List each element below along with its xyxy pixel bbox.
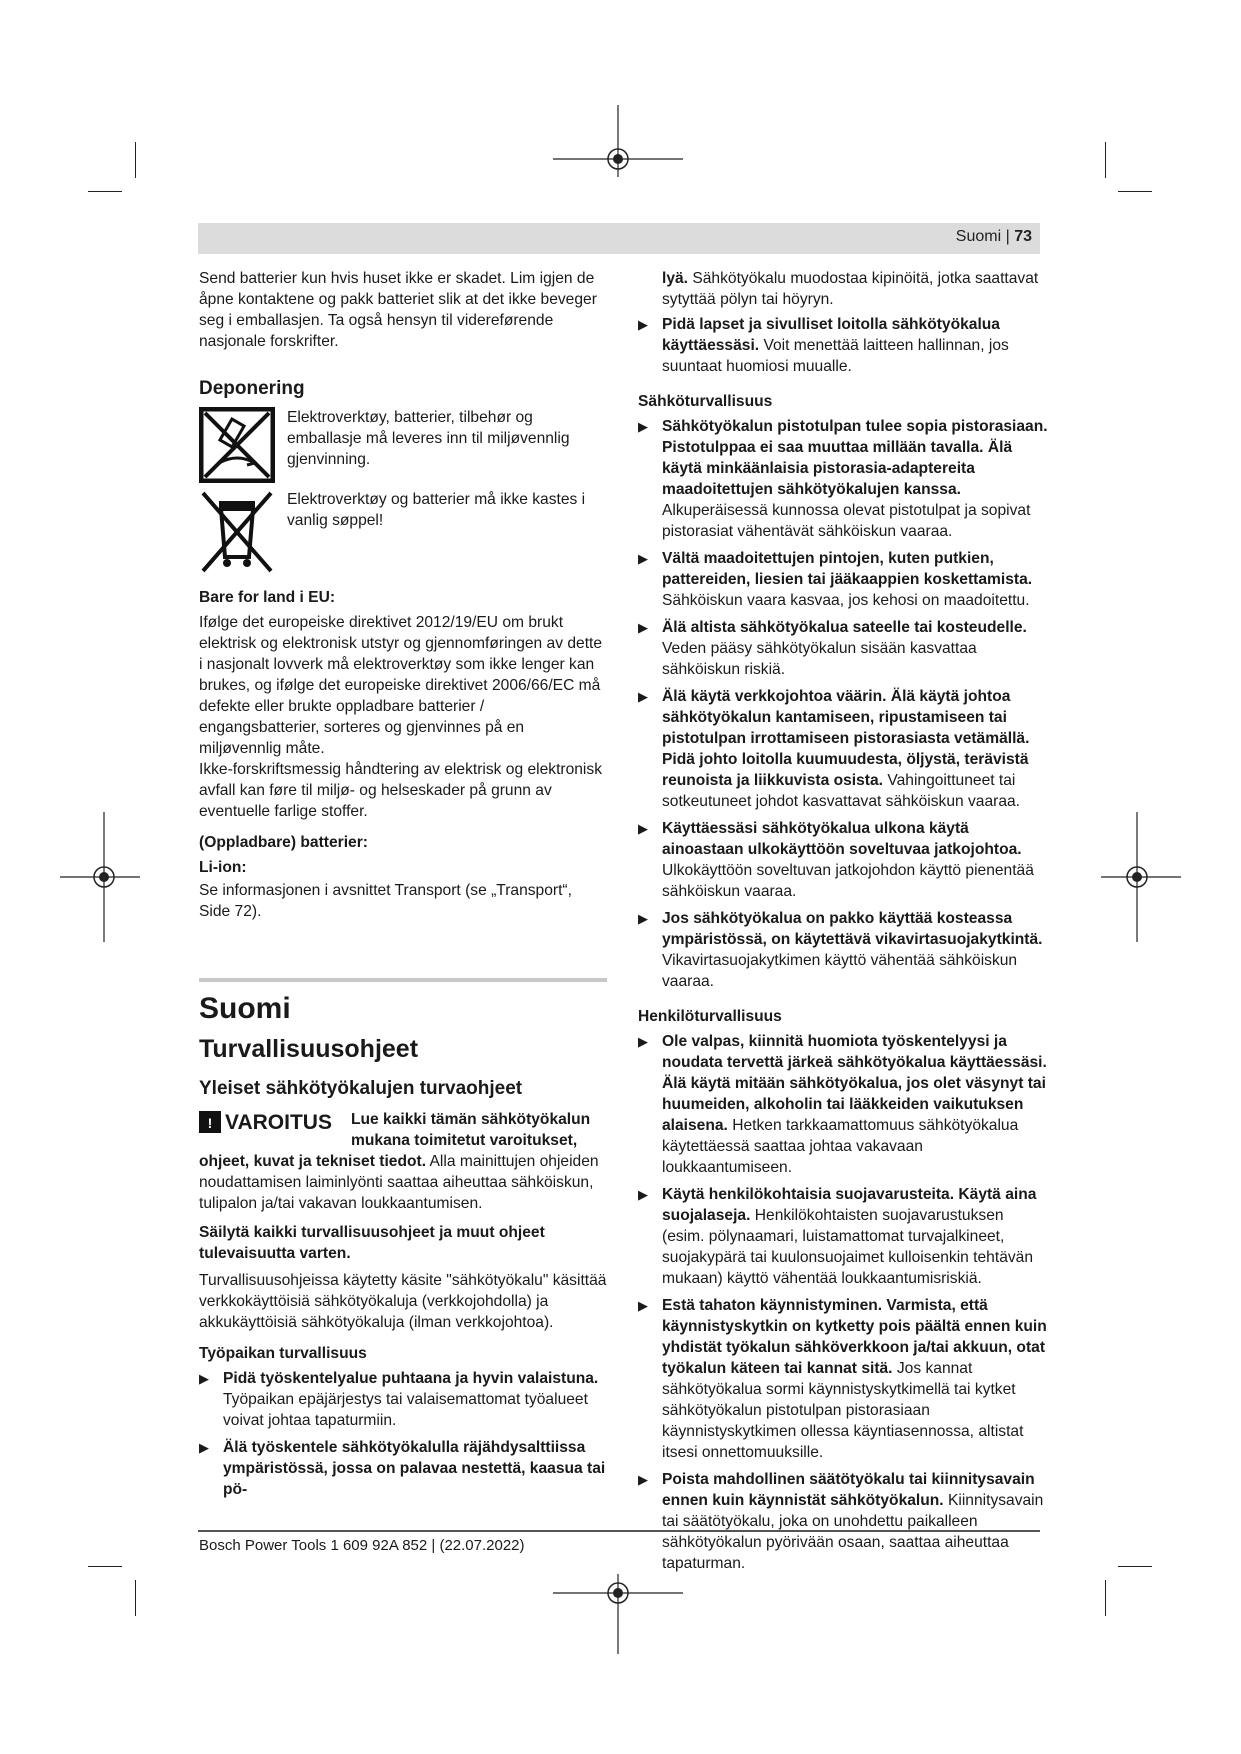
page-header <box>198 223 1040 254</box>
crop-mark <box>88 191 122 192</box>
triangle-right-icon: ▶ <box>199 1440 209 1455</box>
crop-mark <box>1105 142 1106 178</box>
triangle-right-icon: ▶ <box>199 1371 209 1386</box>
personal-heading: Henkilöturvallisuus <box>638 1008 782 1025</box>
list-item <box>638 1469 1048 1574</box>
warning-text: Alla mainittujen ohjeiden noudattamisen laiminlyönti saattaa aiheuttaa sähköiskun, tulipalon ja/tai vakavan loukkaantumisen. <box>199 1153 599 1212</box>
bullet-bold: Älä altista sähkötyökalua sateelle tai kosteudelle. <box>662 619 1027 636</box>
list-item <box>638 686 1048 812</box>
bullet-text: Voit menettää laitteen hallinnan, jos suuntaat huomiosi muualle. <box>662 337 1009 375</box>
disposal-recycle-row <box>199 407 607 483</box>
battery-heading: (Oppladbare) batterier: <box>199 834 368 851</box>
liion-paragraph: Se informasjonen i avsnittet Transport (se „Transport“, Side 72). <box>199 882 572 920</box>
eu-paragraph-2: Ikke-forskriftsmessig håndtering av elektrisk og elektronisk avfall kan føre til miljø- og helseskader på grunn av eventuelle farlige stoffer. <box>199 761 602 820</box>
triangle-right-icon: ▶ <box>638 1034 648 1049</box>
bullet-bold: Pidä työskentelyalue puhtaana ja hyvin valaistuna. <box>223 1370 599 1387</box>
electrical-heading: Sähköturvallisuus <box>638 393 773 410</box>
triangle-right-icon: ▶ <box>638 821 648 836</box>
list-item <box>638 548 1048 611</box>
header-label <box>956 228 1032 246</box>
list-item <box>199 1368 607 1431</box>
bullet-bold: Ole valpas, kiinnitä huomiota työskentelyysi ja noudata tervettä järkeä sähkötyökalua käyttäessäsi. Älä käytä mitään sähkötyökalua, jos olet väsynyt tai huumeiden, alkoholin tai lääkkeiden vaikutuksen alaisena. <box>662 1033 1047 1134</box>
disposal-bin-row <box>199 489 607 575</box>
right-column <box>638 268 1048 1580</box>
bullet-bold: Sähkötyökalun pistotulpan tulee sopia pistorasiaan. Pistotulppaa ei saa muuttaa millään tavalla. Älä käytä minkäänlaisia pistorasia-adaptereita maadoitettujen sähkötyökalujen kanssa. <box>662 418 1048 498</box>
bullet-bold: Jos sähkötyökalua on pakko käyttää kosteassa ympäristössä, on käytettävä vikavirtasuojakytkintä. <box>662 910 1043 948</box>
bullet-text: Vikavirtasuojakytkimen käyttö vähentää sähköiskun vaaraa. <box>662 952 1018 990</box>
disposal-recycle-text: Elektroverktøy, batterier, tilbehør og emballasje må leveres inn til miljøvennlig gjenvinning. <box>287 409 570 468</box>
language-heading: Suomi <box>199 992 291 1025</box>
warning-triangle-icon: ! <box>199 1111 221 1133</box>
list-item <box>199 1437 607 1500</box>
bullet-bold: Pidä lapset ja sivulliset loitolla sähkötyökalua käyttäessäsi. <box>662 316 1000 354</box>
list-item <box>638 268 1048 310</box>
crop-mark <box>135 142 136 178</box>
list-item <box>638 314 1048 377</box>
registration-mark-icon <box>1091 812 1181 942</box>
warning-label: VAROITUS <box>225 1110 332 1134</box>
triangle-right-icon: ▶ <box>638 620 648 635</box>
triangle-right-icon: ▶ <box>638 689 648 704</box>
list-item <box>638 908 1048 992</box>
triangle-right-icon: ▶ <box>638 317 648 332</box>
crop-mark <box>1118 191 1152 192</box>
warning-bold-text: Lue kaikki tämän sähkötyökalun mukana toimitetut varoitukset, ohjeet, kuvat ja tekniset tiedot. <box>199 1111 591 1170</box>
list-item <box>638 416 1048 542</box>
header-separator: | <box>1005 228 1010 245</box>
triangle-right-icon: ▶ <box>638 911 648 926</box>
triangle-right-icon: ▶ <box>638 551 648 566</box>
liion-heading: Li-ion: <box>199 859 247 876</box>
bullet-bold: Käytä henkilökohtaisia suojavarusteita. Käytä aina suojalaseja. <box>662 1186 1037 1224</box>
warning-block <box>199 1109 607 1214</box>
save-instructions: Säilytä kaikki turvallisuusohjeet ja muut ohjeet tulevaisuutta varten. <box>199 1224 545 1262</box>
intro-paragraph: Send batterier kun hvis huset ikke er skadet. Lim igjen de åpne kontaktene og pakk batteriet slik at det ikke beveger seg i emballasjen. Ta også hensyn til videreførende nasjonale forskrifter. <box>199 270 597 350</box>
bullet-bold: Älä työskentele sähkötyökalulla räjähdysalttiissa ympäristössä, jossa on palavaa nestettä, kaasua tai pö- <box>223 1439 606 1498</box>
registration-mark-icon <box>553 105 683 195</box>
disposal-bin-text: Elektroverktøy og batterier må ikke kastes i vanlig søppel! <box>287 491 586 529</box>
list-item <box>638 818 1048 902</box>
section-divider <box>199 978 607 982</box>
term-paragraph: Turvallisuusohjeissa käytetty käsite "sähkötyökalu" käsittää verkkokäyttöisiä sähkötyökaluja (verkkojohdolla) ja akkukäyttöisiä sähkötyökaluja (ilman verkkojohtoa). <box>199 1272 607 1331</box>
disposal-heading: Deponering <box>199 378 305 399</box>
bullet-text: Kiinnitysavain tai säätötyökalu, joka on unohdettu paikalleen sähkötyökalun pyörivään osaan, saattaa aiheuttaa tapaturman. <box>662 1492 1044 1572</box>
bullet-bold: lyä. <box>662 270 689 287</box>
warning-badge <box>199 1111 351 1133</box>
battery-recycle-icon <box>199 407 275 483</box>
triangle-right-icon: ▶ <box>638 419 648 434</box>
bullet-text: Henkilökohtaisten suojavarustuksen (esim. pölynaamari, luistamattomat turvajalkineet, suojakypärä tai kuulonsuojaimet kulloisenkin tehtävän mukaan) käyttö vähentää loukkaantumisriskiä. <box>662 1207 1034 1287</box>
bullet-text: Alkuperäisessä kunnossa olevat pistotulpat ja sopivat pistorasiat vähentävät sähköiskun vaaraa. <box>662 502 1031 540</box>
triangle-right-icon: ▶ <box>638 1298 648 1313</box>
bullet-text: Sähkötyökalu muodostaa kipinöitä, jotka saattavat sytyttää pölyn tai höyryn. <box>662 270 1039 308</box>
eu-heading: Bare for land i EU: <box>199 589 336 606</box>
eu-paragraph-1: Ifølge det europeiske direktivet 2012/19/EU om brukt elektrisk og elektronisk utstyr og gjennomføringen av dette i nasjonalt lovverk må elektroverktøy som ikke lenger kan brukes, og ifølge det europeiske direktivet 2006/66/EC må defekte eller brukte oppladbare batterier / engangsbatterier, sorteres og gjenvinnes på en miljøvennlig måte. <box>199 614 603 757</box>
general-safety-heading: Yleiset sähkötyökalujen turvaohjeet <box>199 1078 523 1099</box>
bullet-bold: Poista mahdollinen säätötyökalu tai kiinnitysavain ennen kuin käynnistät sähkötyökalun. <box>662 1471 1035 1509</box>
crop-mark <box>88 1566 122 1567</box>
bullet-text: Hetken tarkkaamattomuus sähkötyökalua käytettäessä saattaa johtaa vakavaan loukkaantumiseen. <box>662 1117 1019 1176</box>
bullet-text: Sähköiskun vaara kasvaa, jos kehosi on maadoitettu. <box>662 592 1030 609</box>
bullet-text: Vahingoittuneet tai sotkeutuneet johdot kasvattavat sähköiskun vaaraa. <box>662 772 1021 810</box>
bullet-text: Työpaikan epäjärjestys tai valaisemattomat työalueet voivat johtaa tapaturmiin. <box>223 1391 588 1429</box>
footer-divider <box>198 1530 1040 1532</box>
bullet-bold: Vältä maadoitettujen pintojen, kuten putkien, pattereiden, liesien tai jääkaappien koskettamista. <box>662 550 1033 588</box>
bullet-text: Jos kannat sähkötyökalua sormi käynnistyskytkimellä tai kytket sähkötyökalun pistotulpan pistorasiaan käynnistyskytkimen ollessa käyntiasennossa, altistat itsesi onnettomuuksille. <box>662 1360 1024 1461</box>
list-item <box>638 1295 1048 1463</box>
bullet-bold: Estä tahaton käynnistyminen. Varmista, että käynnistyskytkin on kytketty pois päältä ennen kuin yhdistät työkalun sähköverkkoon ja/tai akkuun, otat työkalun käteen tai kannat sitä. <box>662 1297 1047 1377</box>
triangle-right-icon: ▶ <box>638 1472 648 1487</box>
bullet-text: Veden pääsy sähkötyökalun sisään kasvattaa sähköiskun riskiä. <box>662 640 977 678</box>
footer-text: Bosch Power Tools 1 609 92A 852 | (22.07.2022) <box>199 1537 525 1554</box>
crossed-bin-icon <box>199 489 275 575</box>
header-language: Suomi <box>955 228 1002 245</box>
triangle-right-icon: ▶ <box>638 1187 648 1202</box>
bullet-bold: Älä käytä verkkojohtoa väärin. Älä käytä johtoa sähkötyökalun kantamiseen, ripustamiseen tai pistotulpan irrottamiseen pistorasiasta vetämällä. Pidä johto loitolla kuumuudesta, öljystä, terävistä reunoista ja liikkuvista osista. <box>662 688 1030 789</box>
bullet-text: Ulkokäyttöön soveltuvan jatkojohdon käyttö pienentää sähköiskun vaaraa. <box>662 862 1034 900</box>
list-item <box>638 1184 1048 1289</box>
list-item <box>638 617 1048 680</box>
safety-heading: Turvallisuusohjeet <box>199 1035 419 1063</box>
crop-mark <box>135 1580 136 1616</box>
registration-mark-icon <box>60 812 150 942</box>
left-column <box>199 268 607 1506</box>
crop-mark <box>1105 1580 1106 1616</box>
bullet-bold: Käyttäessäsi sähkötyökalua ulkona käytä ainoastaan ulkokäyttöön soveltuvaa jatkojohtoa. <box>662 820 1022 858</box>
page-number: 73 <box>1014 228 1032 245</box>
list-item <box>638 1031 1048 1178</box>
workplace-heading: Työpaikan turvallisuus <box>199 1345 367 1362</box>
crop-mark <box>1118 1566 1152 1567</box>
